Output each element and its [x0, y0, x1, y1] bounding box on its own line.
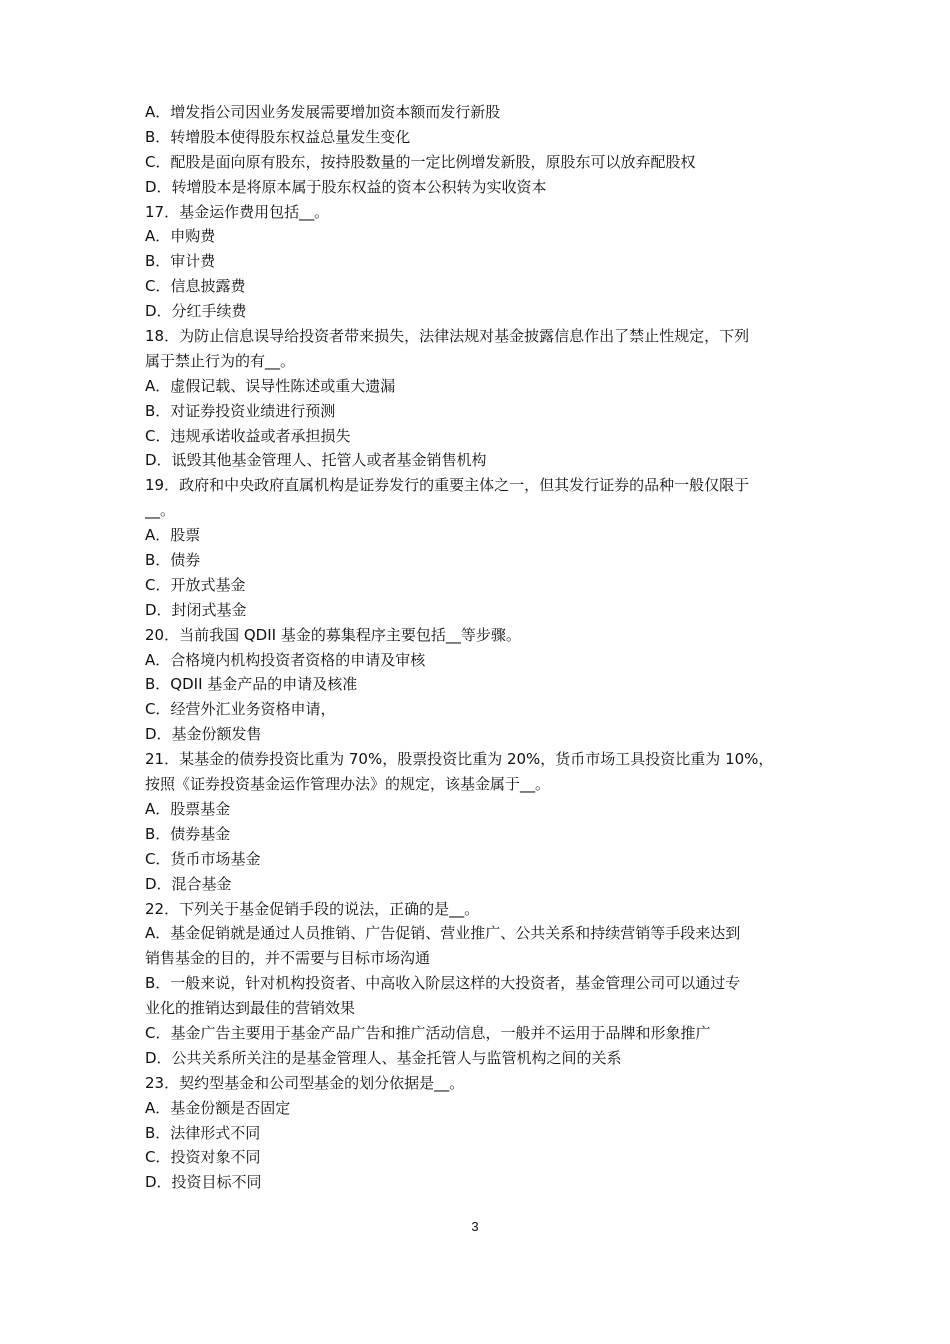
option-text: B．债券基金 — [145, 824, 231, 843]
option-text: D．诋毁其他基金管理人、托管人或者基金销售机构 — [145, 451, 487, 470]
question-22: 22．下列关于基金促销手段的说法，正确的是__。 — [145, 899, 480, 918]
option-text: C．配股是面向原有股东，按持股数量的一定比例增发新股，原股东可以放弃配股权 — [145, 152, 696, 171]
page-number: 3 — [471, 1219, 479, 1234]
option-text: A．合格境内机构投资者资格的申请及审核 — [145, 650, 426, 669]
option-text: D．混合基金 — [145, 874, 232, 893]
option-text: D．分红手续费 — [145, 302, 247, 321]
option-text: A．申购费 — [145, 227, 216, 246]
option-text: D．基金份额发售 — [145, 725, 262, 744]
option-text: A．基金份额是否固定 — [145, 1098, 291, 1117]
question-23: 23．契约型基金和公司型基金的划分依据是__。 — [145, 1073, 465, 1092]
option-text: B．一般来说，针对机构投资者、中高收入阶层这样的大投资者，基金管理公司可以通过专 — [145, 974, 741, 993]
option-text-continued: 业化的推销达到最佳的营销效果 — [145, 999, 356, 1018]
question-17: 17．基金运作费用包括__。 — [145, 202, 330, 221]
question-21-continued: 按照《证券投资基金运作管理办法》的规定，该基金属于__。 — [145, 775, 551, 794]
option-text: B．审计费 — [145, 252, 216, 271]
option-text: D．封闭式基金 — [145, 600, 247, 619]
question-19: 19．政府和中央政府直属机构是证券发行的重要主体之一，但其发行证券的品种一般仅限于 — [145, 476, 750, 495]
option-text: B．法律形式不同 — [145, 1123, 261, 1142]
question-19-continued: __。 — [145, 501, 176, 520]
option-text: C．违规承诺收益或者承担损失 — [145, 426, 351, 445]
option-text: B．对证券投资业绩进行预测 — [145, 401, 336, 420]
option-text: C．基金广告主要用于基金产品广告和推广活动信息，一般并不运用于品牌和形象推广 — [145, 1023, 711, 1042]
option-text: C．信息披露费 — [145, 277, 246, 296]
option-text: A．股票 — [145, 526, 201, 545]
question-20: 20．当前我国 QDII 基金的募集程序主要包括__等步骤。 — [145, 625, 521, 644]
option-text: D．公共关系所关注的是基金管理人、基金托管人与监管机构之间的关系 — [145, 1048, 622, 1067]
question-18: 18．为防止信息误导给投资者带来损失，法律法规对基金披露信息作出了禁止性规定，下列 — [145, 327, 750, 346]
option-text: B．QDII 基金产品的申请及核准 — [145, 675, 358, 694]
option-text: A．增发指公司因业务发展需要增加资本额而发行新股 — [145, 103, 501, 121]
option-text-continued: 销售基金的目的，并不需要与目标市场沟通 — [145, 949, 431, 968]
page-content — [145, 100, 825, 1195]
option-text: B．转增股本使得股东权益总量发生变化 — [145, 127, 411, 146]
option-text: D．转增股本是将原本属于股东权益的资本公积转为实收资本 — [145, 177, 547, 196]
option-text: A．基金促销就是通过人员推销、广告促销、营业推广、公共关系和持续营销等手段来达到 — [145, 924, 741, 943]
question-21: 21．某基金的债券投资比重为 70%，股票投资比重为 20%，货币市场工具投资比重为 10%， — [145, 750, 774, 769]
option-text: C．经营外汇业务资格申请， — [145, 700, 336, 719]
option-text: A．股票基金 — [145, 799, 231, 818]
option-text: C．货币市场基金 — [145, 849, 261, 868]
option-text: B．债券 — [145, 551, 201, 570]
option-text: C．投资对象不同 — [145, 1148, 261, 1167]
question-18-continued: 属于禁止行为的有__。 — [145, 351, 296, 370]
option-text: A．虚假记载、误导性陈述或重大遗漏 — [145, 376, 396, 395]
option-text: C．开放式基金 — [145, 575, 246, 594]
option-text: D．投资目标不同 — [145, 1173, 262, 1192]
